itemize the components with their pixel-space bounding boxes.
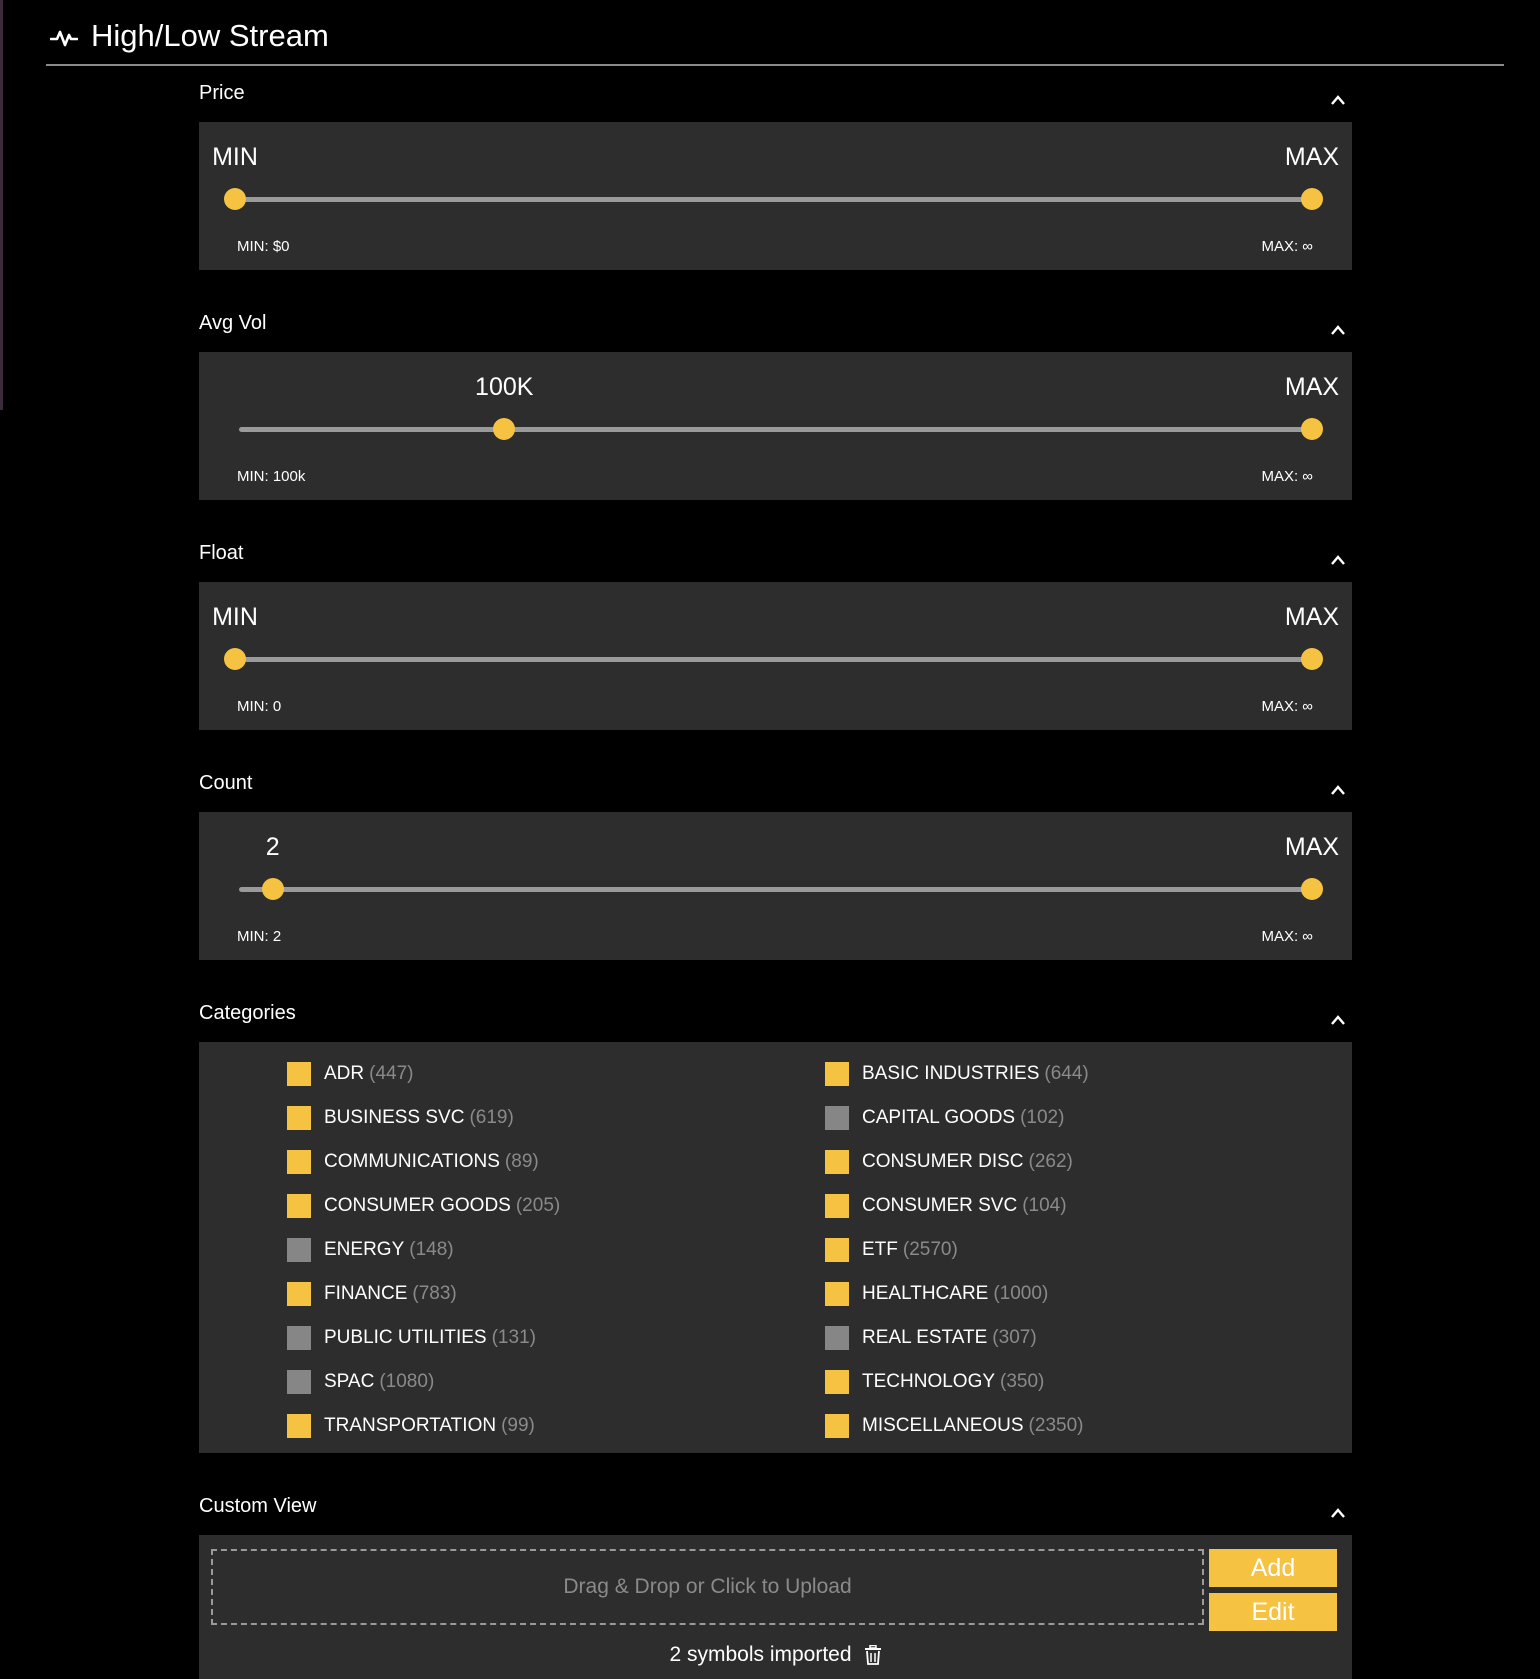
- range-slider: [199, 812, 1352, 960]
- category-name: CAPITAL GOODS: [862, 1107, 1016, 1128]
- category-item[interactable]: [287, 1104, 825, 1132]
- chevron-up-icon[interactable]: [1330, 1014, 1346, 1026]
- checkbox-unchecked[interactable]: [825, 1326, 849, 1350]
- category-item[interactable]: [287, 1148, 825, 1176]
- category-name: PUBLIC UTILITIES: [324, 1327, 487, 1348]
- section-label: Avg Vol: [199, 312, 267, 334]
- max-caption: MAX: ∞: [1261, 698, 1313, 715]
- category-item[interactable]: [825, 1324, 1317, 1352]
- category-item[interactable]: [287, 1412, 825, 1440]
- checkbox-checked[interactable]: [825, 1282, 849, 1306]
- slider-track[interactable]: [239, 427, 1313, 432]
- section-header[interactable]: [199, 524, 1352, 582]
- slider-min-handle[interactable]: [224, 648, 246, 670]
- filter-section-custom-view: [199, 1477, 1352, 1679]
- min-caption: MIN: 100k: [237, 468, 306, 485]
- min-caption: MIN: 2: [237, 928, 282, 945]
- category-count: (2350): [1028, 1415, 1084, 1436]
- min-value-label: 2: [265, 833, 280, 861]
- range-slider: [199, 582, 1352, 730]
- panel-header: [46, 0, 1504, 66]
- category-name: FINANCE: [324, 1283, 408, 1304]
- checkbox-unchecked[interactable]: [825, 1106, 849, 1130]
- section-header[interactable]: [199, 754, 1352, 812]
- section-header[interactable]: [199, 1477, 1352, 1535]
- section-label: Count: [199, 772, 253, 794]
- category-count: (205): [515, 1195, 561, 1216]
- category-item[interactable]: [825, 1280, 1317, 1308]
- filter-section-count: [199, 754, 1352, 960]
- category-name: SPAC: [324, 1371, 375, 1392]
- max-caption: MAX: ∞: [1261, 238, 1313, 255]
- page-title: High/Low Stream: [91, 18, 329, 53]
- category-item[interactable]: [825, 1192, 1317, 1220]
- checkbox-unchecked[interactable]: [287, 1238, 311, 1262]
- range-slider: [199, 352, 1352, 500]
- checkbox-checked[interactable]: [825, 1150, 849, 1174]
- slider-max-handle[interactable]: [1301, 878, 1323, 900]
- category-name: TECHNOLOGY: [862, 1371, 996, 1392]
- category-item[interactable]: [825, 1060, 1317, 1088]
- category-name: CONSUMER DISC: [862, 1151, 1024, 1172]
- category-count: (262): [1028, 1151, 1073, 1172]
- chevron-up-icon[interactable]: [1330, 554, 1346, 566]
- max-value-label: MAX: [1284, 603, 1339, 631]
- slider-min-handle[interactable]: [262, 878, 284, 900]
- custom-view-panel: [199, 1535, 1352, 1679]
- section-label: Float: [199, 542, 244, 564]
- checkbox-checked[interactable]: [287, 1062, 311, 1086]
- filter-content: [199, 64, 1352, 1679]
- category-count: (307): [992, 1327, 1037, 1348]
- category-item[interactable]: [825, 1368, 1317, 1396]
- range-slider: [199, 122, 1352, 270]
- slider-max-handle[interactable]: [1301, 648, 1323, 670]
- category-item[interactable]: [825, 1104, 1317, 1132]
- checkbox-checked[interactable]: [287, 1414, 311, 1438]
- slider-track[interactable]: [239, 657, 1313, 662]
- category-count: (1080): [379, 1371, 435, 1392]
- category-count: (102): [1020, 1107, 1065, 1128]
- checkbox-checked[interactable]: [287, 1282, 311, 1306]
- category-count: (350): [1000, 1371, 1045, 1392]
- chevron-up-icon[interactable]: [1330, 94, 1346, 106]
- checkbox-checked[interactable]: [287, 1194, 311, 1218]
- max-value-label: MAX: [1284, 373, 1339, 401]
- category-name: CONSUMER SVC: [862, 1195, 1018, 1216]
- category-count: (89): [504, 1151, 539, 1172]
- category-name: ETF: [862, 1239, 898, 1260]
- checkbox-checked[interactable]: [825, 1238, 849, 1262]
- filter-section-float: [199, 524, 1352, 730]
- category-name: CONSUMER GOODS: [324, 1195, 511, 1216]
- checkbox-checked[interactable]: [825, 1370, 849, 1394]
- category-item[interactable]: [287, 1236, 825, 1264]
- checkbox-checked[interactable]: [287, 1106, 311, 1130]
- filter-section-price: [199, 64, 1352, 270]
- chevron-up-icon[interactable]: [1330, 1507, 1346, 1519]
- category-item[interactable]: [825, 1148, 1317, 1176]
- checkbox-checked[interactable]: [825, 1062, 849, 1086]
- edit-button[interactable]: Edit: [1209, 1593, 1337, 1631]
- slider-min-handle[interactable]: [493, 418, 515, 440]
- category-grid: [287, 1060, 1317, 1456]
- category-name: ENERGY: [324, 1239, 405, 1260]
- category-count: (104): [1022, 1195, 1067, 1216]
- category-count: (447): [369, 1063, 414, 1084]
- category-item[interactable]: [287, 1192, 825, 1220]
- category-count: (783): [412, 1283, 457, 1304]
- category-item[interactable]: [825, 1412, 1317, 1440]
- max-value-label: MAX: [1284, 833, 1339, 861]
- category-name: ADR: [324, 1063, 365, 1084]
- import-status: [199, 1643, 1352, 1667]
- chevron-up-icon[interactable]: [1330, 324, 1346, 336]
- max-value-label: MAX: [1284, 143, 1339, 171]
- category-name: COMMUNICATIONS: [324, 1151, 500, 1172]
- category-count: (619): [469, 1107, 514, 1128]
- checkbox-unchecked[interactable]: [287, 1326, 311, 1350]
- category-item[interactable]: [287, 1280, 825, 1308]
- section-label: Price: [199, 82, 245, 104]
- section-header[interactable]: [199, 64, 1352, 122]
- checkbox-unchecked[interactable]: [287, 1370, 311, 1394]
- chevron-up-icon[interactable]: [1330, 784, 1346, 796]
- category-item[interactable]: [825, 1236, 1317, 1264]
- category-count: (131): [491, 1327, 536, 1348]
- slider-min-handle[interactable]: [224, 188, 246, 210]
- category-count: (644): [1044, 1063, 1089, 1084]
- add-button[interactable]: Add: [1209, 1549, 1337, 1587]
- section-header[interactable]: [199, 294, 1352, 352]
- file-upload-dropzone[interactable]: Drag & Drop or Click to Upload: [211, 1549, 1204, 1625]
- section-header[interactable]: [199, 984, 1352, 1042]
- checkbox-checked[interactable]: [287, 1150, 311, 1174]
- min-caption: MIN: 0: [237, 698, 282, 715]
- category-count: (148): [409, 1239, 454, 1260]
- slider-track[interactable]: [239, 197, 1313, 202]
- min-caption: MIN: $0: [237, 238, 290, 255]
- section-label: Custom View: [199, 1495, 317, 1517]
- max-caption: MAX: ∞: [1261, 468, 1313, 485]
- category-name: TRANSPORTATION: [324, 1415, 497, 1436]
- category-count: (2570): [902, 1239, 958, 1260]
- min-value-label: 100K: [475, 373, 534, 401]
- filter-section-categories: [199, 984, 1352, 1453]
- pulse-icon: [50, 24, 78, 50]
- category-count: (99): [501, 1415, 535, 1436]
- max-caption: MAX: ∞: [1261, 928, 1313, 945]
- category-item[interactable]: [287, 1060, 825, 1088]
- category-item[interactable]: [287, 1324, 825, 1352]
- checkbox-checked[interactable]: [825, 1194, 849, 1218]
- slider-track[interactable]: [239, 887, 1313, 892]
- checkbox-checked[interactable]: [825, 1414, 849, 1438]
- category-list: [199, 1042, 1352, 1453]
- section-label: Categories: [199, 1002, 296, 1024]
- category-name: BUSINESS SVC: [324, 1107, 465, 1128]
- min-value-label: MIN: [212, 603, 258, 631]
- window-edge: [0, 0, 3, 410]
- category-count: (1000): [993, 1283, 1049, 1304]
- slider-max-handle[interactable]: [1301, 188, 1323, 210]
- min-value-label: MIN: [212, 143, 258, 171]
- slider-max-handle[interactable]: [1301, 418, 1323, 440]
- filter-section-avg-vol: [199, 294, 1352, 500]
- import-status-text: 2 symbols imported: [669, 1643, 852, 1666]
- trash-icon[interactable]: [864, 1645, 882, 1665]
- category-name: BASIC INDUSTRIES: [862, 1063, 1040, 1084]
- category-name: REAL ESTATE: [862, 1327, 988, 1348]
- category-item[interactable]: [287, 1368, 825, 1396]
- category-name: MISCELLANEOUS: [862, 1415, 1024, 1436]
- category-name: HEALTHCARE: [862, 1283, 989, 1304]
